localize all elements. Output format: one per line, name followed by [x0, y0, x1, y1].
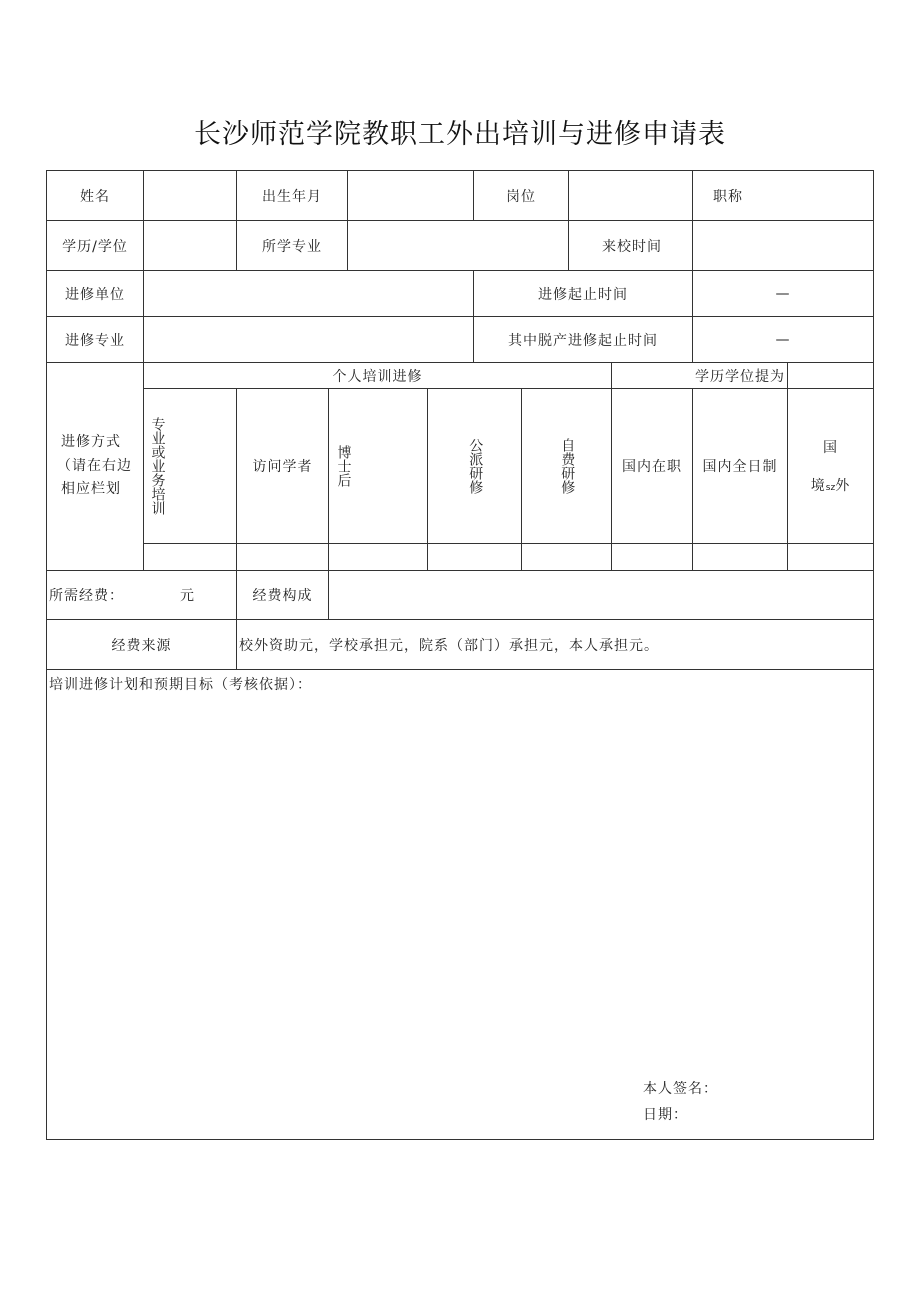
col-domestic-onjob: [611, 388, 693, 544]
composition-label-cell: [236, 570, 329, 620]
birth-label-cell: [236, 170, 348, 221]
major-field[interactable]: [347, 220, 569, 271]
col-domestic-onjob-label: 国内在职: [622, 459, 682, 475]
unit-label-cell: [46, 270, 144, 317]
signature-label: 本人签名：: [643, 1081, 718, 1097]
arrival-label-cell: [568, 220, 693, 271]
offjob-label-cell: [473, 316, 693, 363]
tick-domestic-onjob[interactable]: [611, 543, 693, 571]
col-domestic-fulltime: [692, 388, 788, 544]
degree-header: 学历学位提为: [611, 362, 788, 389]
funds-needed-cell[interactable]: [46, 570, 237, 620]
col-domestic-fulltime-label: 国内全日制: [702, 459, 778, 475]
period-label: 进修起止时间: [538, 286, 628, 303]
offjob-dash: —: [775, 331, 791, 348]
plan-block[interactable]: [46, 669, 874, 1140]
unit-label: 进修单位: [65, 286, 125, 303]
col-postdoc-label: 博士后: [335, 445, 352, 487]
mode-label-line3: 相应栏划: [61, 481, 121, 498]
date-label: 日期：: [643, 1107, 688, 1123]
composition-label: 经费构成: [252, 588, 313, 604]
tick-domestic-fulltime[interactable]: [692, 543, 788, 571]
col-selffunded: [521, 388, 612, 544]
offjob-field[interactable]: [692, 316, 874, 363]
name-label-cell: [46, 170, 144, 221]
arrival-field[interactable]: [692, 220, 874, 271]
col-business-label: 专业或业务培训: [149, 417, 166, 515]
rank-cell[interactable]: [692, 170, 874, 221]
tick-visiting[interactable]: [236, 543, 329, 571]
major-label-cell: [236, 220, 348, 271]
degree-label: 学历/学位: [62, 238, 128, 255]
tick-assigned[interactable]: [427, 543, 522, 571]
period-label-cell: [473, 270, 693, 317]
composition-field[interactable]: [328, 570, 874, 620]
col-selffunded-label: 自费研修: [559, 438, 576, 494]
post-field[interactable]: [568, 170, 693, 221]
plan-label: 培训进修计划和预期目标（考核依据）：: [49, 677, 312, 693]
col-abroad-line1: 国: [823, 440, 838, 456]
col-visiting: [236, 388, 329, 544]
post-label-cell: [473, 170, 569, 221]
col-assigned-label: 公派研修: [467, 438, 484, 494]
source-label-cell: [46, 619, 237, 670]
rank-label: 职称: [713, 188, 743, 205]
col-business: [143, 388, 237, 544]
col-visiting-label: 访问学者: [252, 459, 313, 475]
post-label: 岗位: [506, 188, 536, 205]
tick-postdoc[interactable]: [328, 543, 428, 571]
col-postdoc: [328, 388, 428, 544]
col-assigned: [427, 388, 522, 544]
tick-business[interactable]: [143, 543, 237, 571]
degree-field[interactable]: [143, 220, 237, 271]
name-field[interactable]: [143, 170, 237, 221]
arrival-label: 来校时间: [602, 238, 662, 255]
col-abroad: [787, 388, 874, 544]
funds-needed-label: 所需经费：: [49, 588, 124, 604]
personal-header: 个人培训进修: [143, 362, 612, 389]
specialty-label-cell: [46, 316, 144, 363]
form-title: 长沙师范学院教职工外出培训与进修申请表: [194, 119, 726, 150]
offjob-label: 其中脱产进修起止时间: [508, 332, 658, 349]
source-text: 校外资助元，学校承担元，院系（部门）承担元，本人承担元。: [239, 637, 659, 654]
mode-label-cell: [46, 362, 144, 571]
mode-label-line2: （请在右边: [57, 457, 132, 474]
funds-needed-unit: 元: [180, 588, 195, 604]
degree-label-cell: [46, 220, 144, 271]
source-label: 经费来源: [111, 637, 172, 654]
source-field[interactable]: [236, 619, 874, 670]
mode-label-line1: 进修方式: [61, 433, 121, 450]
name-label: 姓名: [80, 188, 110, 205]
birth-field[interactable]: [347, 170, 474, 221]
major-label: 所学专业: [262, 238, 322, 255]
unit-field[interactable]: [143, 270, 474, 317]
col-abroad-line2: 境sz外: [810, 478, 851, 494]
birth-label: 出生年月: [262, 188, 322, 205]
specialty-label: 进修专业: [65, 332, 125, 349]
tick-selffunded[interactable]: [521, 543, 612, 571]
period-field[interactable]: [692, 270, 874, 317]
tick-abroad[interactable]: [787, 543, 874, 571]
degree-header-extra: [787, 362, 874, 389]
period-dash: —: [775, 285, 791, 302]
specialty-field[interactable]: [143, 316, 474, 363]
